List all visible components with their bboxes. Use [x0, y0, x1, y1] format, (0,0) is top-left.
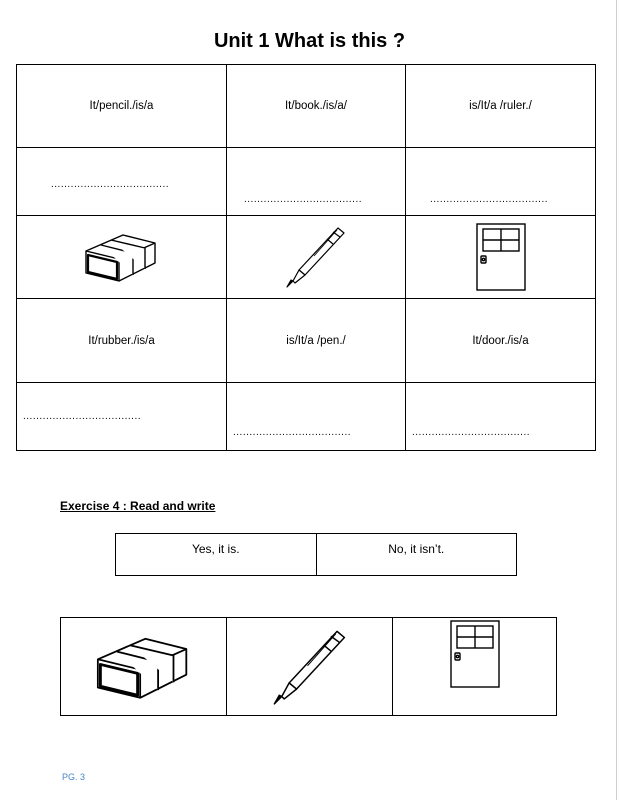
answer-dotted-line[interactable]: .................................... [233, 427, 352, 438]
pen-icon [281, 225, 351, 289]
answer-line-cell[interactable] [227, 148, 406, 216]
picture-cell [393, 618, 557, 716]
picture-cell [61, 618, 227, 716]
door-icon [473, 222, 529, 292]
answer-dotted-line[interactable]: .................................... [244, 194, 363, 205]
answer-line-cell[interactable] [406, 148, 596, 216]
answer-line-cell[interactable] [227, 383, 406, 451]
exercise-picture-row [60, 617, 557, 716]
picture-cell [227, 216, 406, 299]
rubber-icon [83, 229, 161, 285]
answer-choices-box [115, 533, 517, 576]
answer-line-cell[interactable] [17, 383, 227, 451]
exercise-grid [16, 64, 596, 451]
scrambled-words-cell: is/It/a /ruler./ [406, 65, 596, 148]
picture-cell [406, 216, 596, 299]
door-icon [447, 619, 503, 689]
answer-dotted-line[interactable]: .................................... [23, 411, 142, 422]
picture-cell [17, 216, 227, 299]
exercise-heading: Exercise 4 : Read and write [60, 499, 216, 513]
answer-dotted-line[interactable]: .................................... [430, 194, 549, 205]
scrambled-words-cell: It/book./is/a/ [227, 65, 406, 148]
answer-dotted-line[interactable]: .................................... [412, 427, 531, 438]
picture-cell [227, 618, 393, 716]
answer-choice-no: No, it isn’t. [316, 534, 517, 576]
page-number: PG. 3 [62, 772, 86, 782]
answer-choice-yes: Yes, it is. [116, 534, 317, 576]
page-edge [616, 0, 617, 800]
answer-dotted-line[interactable]: .................................... [51, 179, 170, 190]
rubber-icon [94, 628, 194, 706]
scrambled-words-cell: It/door./is/a [406, 299, 596, 383]
page-title: Unit 1 What is this ? [213, 30, 406, 52]
answer-line-cell[interactable] [17, 148, 227, 216]
pen-icon [267, 627, 353, 707]
scrambled-words-cell: It/rubber./is/a [17, 299, 227, 383]
answer-line-cell[interactable] [406, 383, 596, 451]
scrambled-words-cell: It/pencil./is/a [17, 65, 227, 148]
scrambled-words-cell: is/It/a /pen./ [227, 299, 406, 383]
